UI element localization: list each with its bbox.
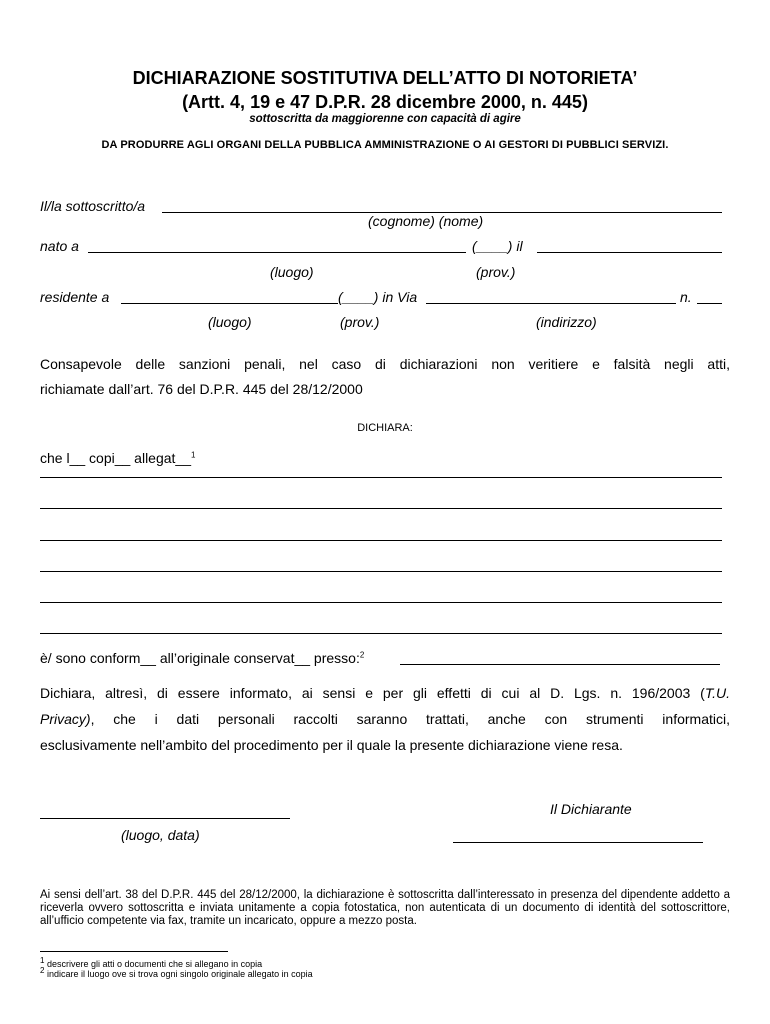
description-line[interactable] [40, 571, 722, 572]
privacy-line-1: Dichiara, altresì, di essere informato, ai sensi e per gli effetti di cui al D. Lgs. n. 196/2003 (T.U. [40, 685, 730, 701]
footnote-separator [40, 951, 228, 952]
birthplace-field[interactable] [88, 252, 466, 253]
declarant-label: Il Dichiarante [550, 801, 632, 817]
residence-place-caption: (luogo) [208, 314, 252, 330]
privacy-line-2: Privacy), che i dati personali raccolti saranno trattati, anche con strumenti informatici, [40, 711, 730, 727]
street-number-field[interactable] [697, 303, 722, 304]
place-date-field[interactable] [40, 818, 290, 819]
birth-province-caption: (prov.) [476, 264, 516, 280]
resident-label: residente a [40, 289, 110, 305]
residence-province-caption: (prov.) [340, 314, 380, 330]
privacy-line-3: esclusivamente nell’ambito del procedimento per il quale la presente dichiarazione viene resa. [40, 737, 623, 753]
signer-label: Il/la sottoscritto/a [40, 198, 146, 214]
conformity-statement [40, 650, 364, 666]
residence-province-via-label: (____) in Via [338, 289, 418, 305]
street-number-label: n. [680, 289, 692, 305]
birthplace-caption: (luogo) [270, 264, 314, 280]
awareness-line-1: Consapevole delle sanzioni penali, nel caso di dichiarazioni non veritiere e falsità negli atti, [40, 356, 730, 372]
footnote-1: 1 descrivere gli atti o documenti che si allegano in copia [40, 956, 263, 969]
description-line[interactable] [40, 602, 722, 603]
document-title: DICHIARAZIONE SOSTITUTIVA DELL’ATTO DI NOTORIETA’ [132, 68, 638, 88]
address-caption: (indirizzo) [536, 314, 597, 330]
declares-heading: DICHIARA: [357, 422, 413, 434]
description-line[interactable] [40, 477, 722, 478]
footnote-ref-1: 1 [191, 450, 196, 460]
copies-text: che l__ copi__ allegat__ [40, 450, 192, 466]
birth-province-date-label: (____) il [472, 238, 523, 254]
original-location-field[interactable] [400, 664, 720, 665]
description-line[interactable] [40, 633, 722, 634]
conformity-text: è/ sono conform__ all’originale conservat__ presso: [40, 650, 360, 666]
description-line[interactable] [40, 508, 722, 509]
footnote-2: 2 indicare il luogo ove si trova ogni singolo originale allegato in copia [40, 966, 313, 979]
surname-name-caption: (cognome) (nome) [368, 213, 484, 229]
signature-field[interactable] [453, 842, 703, 843]
copies-statement [40, 450, 195, 466]
legal-note: Ai sensi dell’art. 38 del D.P.R. 445 del 28/12/2000, la dichiarazione è sottoscritta dall’interessato in presenza del dipendente addetto a riceverla ovvero sottoscritta e inviata unitamente a copia fotostatica, non autenticata di un documento di identità del sottoscrittore, all’ufficio competente via fax, tramite un incaricato, oppure a mezzo posta. [40, 889, 730, 927]
place-date-caption: (luogo, data) [121, 827, 200, 843]
destination-note: DA PRODURRE AGLI ORGANI DELLA PUBBLICA AMMINISTRAZIONE O AI GESTORI DI PUBBLICI SERVIZI. [101, 139, 669, 151]
description-line[interactable] [40, 540, 722, 541]
residence-place-field[interactable] [121, 303, 338, 304]
born-label: nato a [40, 238, 79, 254]
awareness-line-2: richiamate dall’art. 76 del D.P.R. 445 del 28/12/2000 [40, 381, 363, 397]
document-articles: (Artt. 4, 19 e 47 D.P.R. 28 dicembre 2000, n. 445) [182, 92, 588, 112]
birth-date-field[interactable] [537, 252, 722, 253]
document-subtitle: sottoscritta da maggiorenne con capacità di agire [249, 113, 521, 125]
footnote-ref-2: 2 [359, 650, 365, 660]
street-field[interactable] [426, 303, 676, 304]
